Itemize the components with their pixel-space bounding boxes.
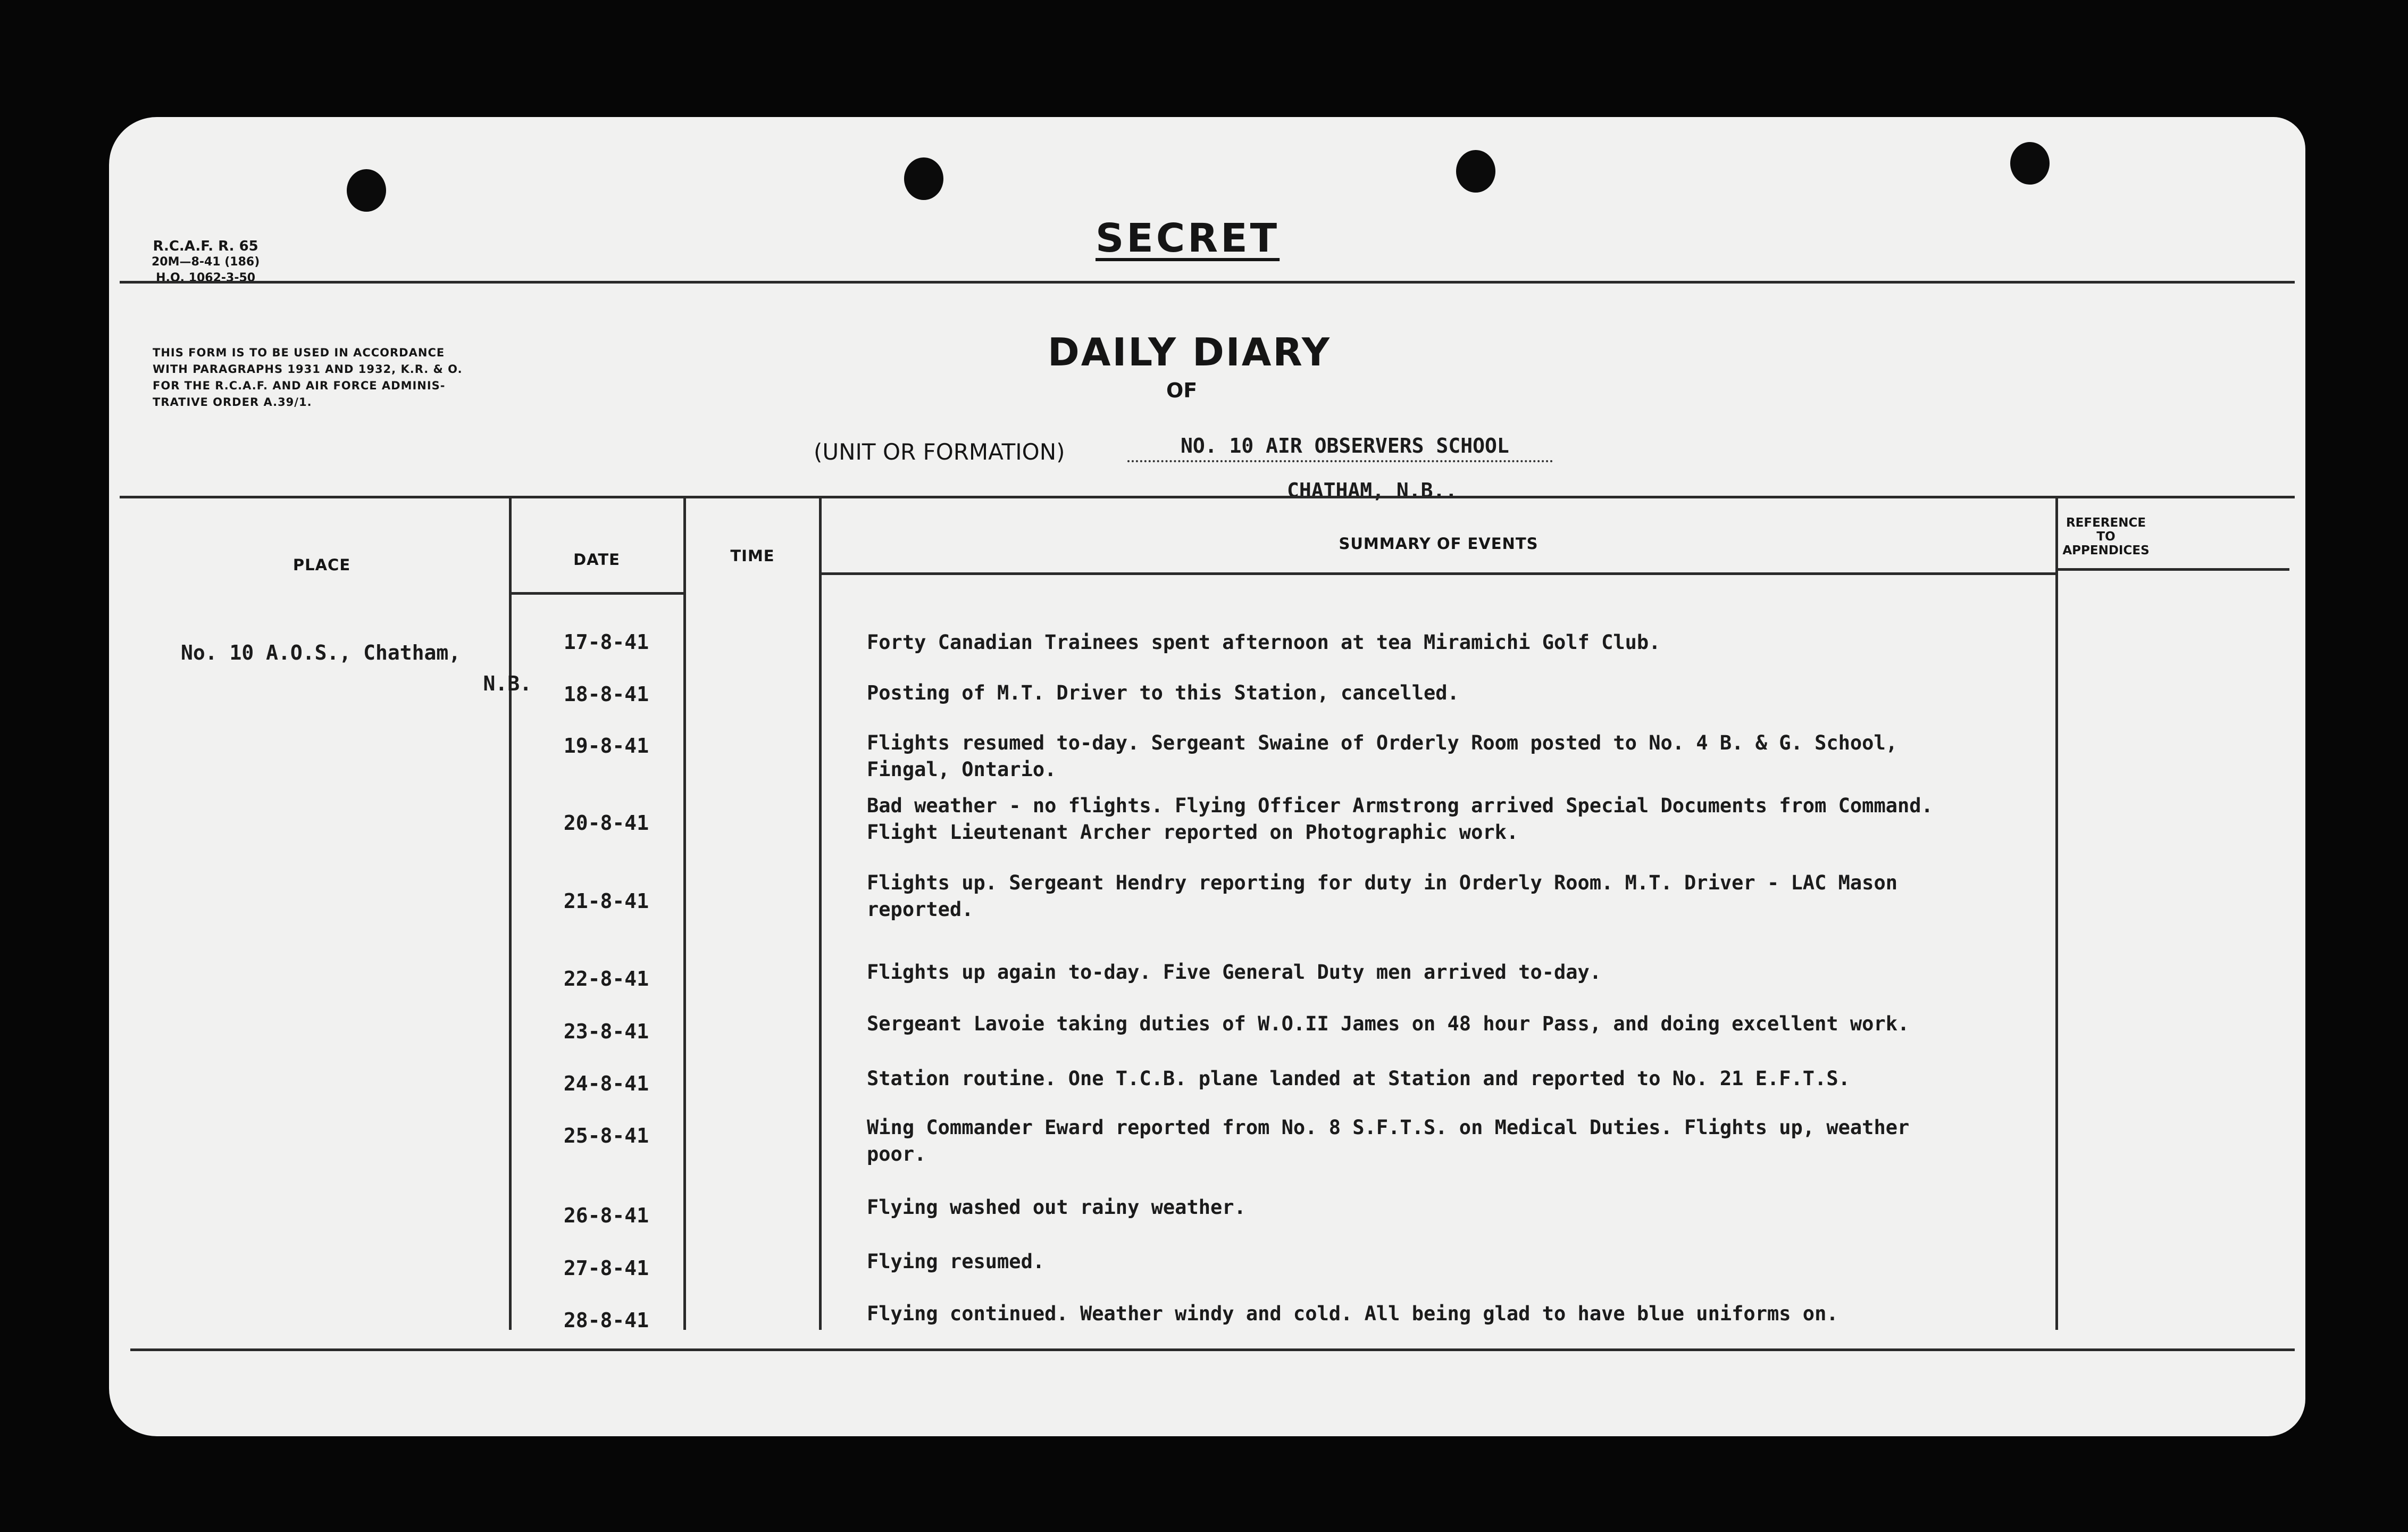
entry-summary [867,1194,2058,1221]
entry-date: 23-8-41 [563,1020,649,1043]
place-cell [181,637,532,699]
entry-date: 19-8-41 [563,734,649,757]
punch-hole [347,169,386,212]
entry-date: 17-8-41 [563,630,649,654]
usage-note [153,345,463,411]
reference-line: APPENDICES [2062,544,2150,557]
entry-summary [867,959,2058,986]
entry-date: 21-8-41 [563,889,649,913]
summary-line: Flights resumed to-day. Sergeant Swaine of Orderly Room posted to No. 4 B. & G. School, [867,731,1898,754]
summary-line: Flying washed out rainy weather. [867,1196,1246,1219]
rule-table-top [120,496,2295,498]
divider-place-date [509,498,512,1330]
usage-line: THIS FORM IS TO BE USED IN ACCORDANCE [153,346,445,359]
rule-header-bottom [2055,568,2289,571]
unit-name: NO. 10 AIR OBSERVERS SCHOOL [1181,434,1509,457]
punch-hole [1456,150,1495,193]
reference-line: REFERENCE [2066,516,2146,530]
entry-date: 20-8-41 [563,811,649,835]
rule-bottom [130,1348,2295,1351]
entry-summary [867,1065,2058,1092]
summary-line: Sergeant Lavoie taking duties of W.O.II James on 48 hour Pass, and doing excellent work. [867,1012,1910,1035]
rule-header-bottom [509,592,686,595]
usage-line: TRATIVE ORDER A.39/1. [153,396,312,409]
entry-summary [867,629,2058,656]
hq-file: H.Q. 1062-3-50 [156,271,256,285]
entry-summary [867,730,2058,783]
entry-date: 18-8-41 [563,682,649,706]
entry-date: 22-8-41 [563,967,649,990]
entry-summary [867,870,2058,923]
unit-label: (UNIT OR FORMATION) [814,439,1065,465]
rule-header-bottom [819,572,2058,575]
column-header-reference [2053,516,2159,557]
entry-date: 24-8-41 [563,1072,649,1095]
summary-line: reported. [867,898,974,921]
usage-line: FOR THE R.C.A.F. AND AIR FORCE ADMINIS- [153,379,446,392]
summary-line: Flights up. Sergeant Hendry reporting for duty in Orderly Room. M.T. Driver - LAC Mason [867,871,1898,894]
summary-line: Flight Lieutenant Archer reported on Photographic work. [867,821,1519,844]
punch-hole [2010,142,2050,185]
place-line: No. 10 A.O.S., Chatham, [181,641,461,664]
reference-line: TO [2096,530,2116,544]
place-line: N.B. [483,672,532,695]
unit-dotted-line [1127,460,1553,462]
summary-line: Flights up again to-day. Five General Duty men arrived to-day. [867,961,1602,984]
title-of: OF [1166,379,1198,402]
print-run: 20M—8-41 (186) [152,255,260,269]
punch-hole [904,157,943,200]
entry-date: 27-8-41 [563,1256,649,1280]
summary-line: Wing Commander Eward reported from No. 8 S.F.T.S. on Medical Duties. Flights up, weather [867,1116,1910,1139]
summary-line: Station routine. One T.C.B. plane landed at Station and reported to No. 21 E.F.T.S. [867,1067,1850,1090]
summary-line: Flying resumed. [867,1250,1045,1273]
rule-top [120,281,2295,284]
entry-summary [867,1301,2058,1327]
entry-summary [867,1114,2058,1168]
entry-summary [867,1011,2058,1037]
form-number: R.C.A.F. R. 65 [153,238,258,254]
column-header-time: TIME [730,547,775,565]
classification: SECRET [1096,215,1280,261]
entry-date: 28-8-41 [563,1309,649,1332]
column-header-summary: SUMMARY OF EVENTS [1339,535,1539,553]
summary-line: Forty Canadian Trainees spent afternoon at tea Miramichi Golf Club. [867,631,1661,654]
unit-location: CHATHAM, N.B.. [1287,479,1458,502]
column-header-date: DATE [573,551,620,569]
usage-line: WITH PARAGRAPHS 1931 AND 1932, K.R. & O. [153,363,463,376]
summary-line: Flying continued. Weather windy and cold. All being glad to have blue uniforms on. [867,1302,1838,1325]
summary-line: Fingal, Ontario. [867,758,1057,781]
entry-summary [867,680,2058,706]
summary-line: poor. [867,1143,926,1165]
entry-date: 25-8-41 [563,1124,649,1147]
divider-date-time [683,498,686,1330]
entry-summary [867,1248,2058,1275]
summary-line: Posting of M.T. Driver to this Station, cancelled. [867,681,1459,704]
entry-date: 26-8-41 [563,1204,649,1227]
diary-sheet [109,117,2305,1436]
page-title: DAILY DIARY [1048,330,1332,374]
summary-line: Bad weather - no flights. Flying Officer Armstrong arrived Special Documents from Command. [867,794,1933,817]
entry-summary [867,793,2058,846]
column-header-place: PLACE [292,556,351,574]
form-code [152,238,260,286]
divider-time-summary [819,498,822,1330]
